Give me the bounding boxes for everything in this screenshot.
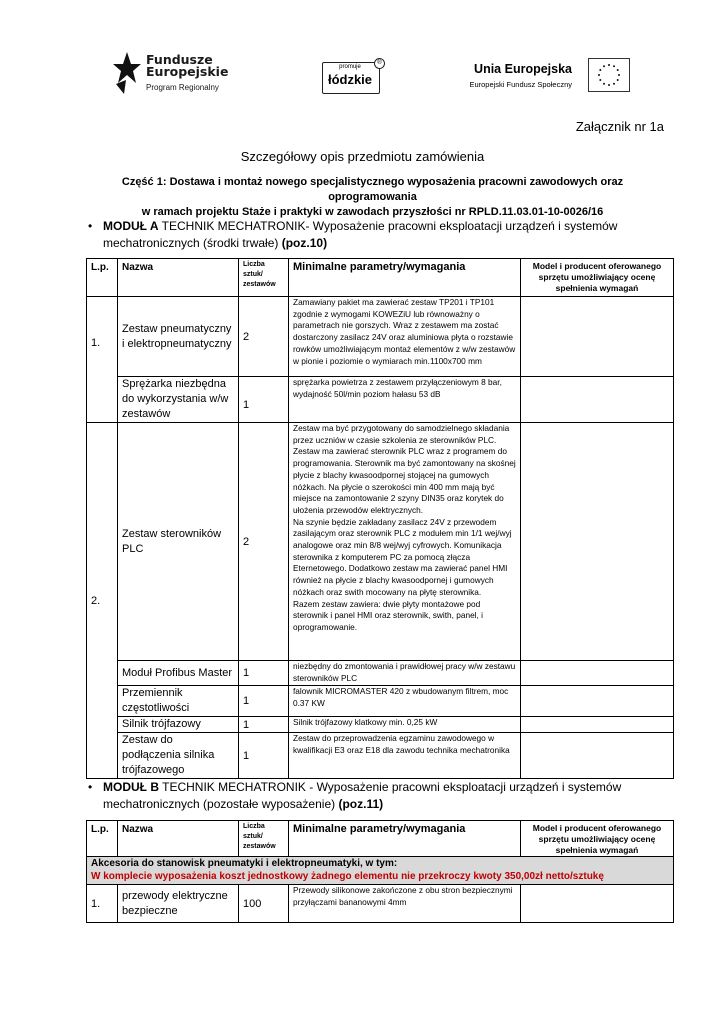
row-params: Zestaw do przeprowadzenia egzaminu zawodowego w kwalifikacji E3 oraz E18 dla zawodu technika mechatronika: [289, 733, 521, 779]
row-model: [521, 686, 674, 717]
annex-label: Załącznik nr 1a: [575, 119, 664, 134]
row-params: niezbędny do zmontowania i prawidłowej pracy w/w zestawu sterowników PLC: [289, 661, 521, 686]
header-params: Minimalne parametry/wymagania: [289, 821, 521, 857]
part-line1: Część 1: Dostawa i montaż nowego specjalistycznego wyposażenia pracowni zawodowych oraz oprogramowania: [121, 176, 624, 203]
row-qty: 1: [239, 733, 289, 779]
row-name: Moduł Profibus Master: [118, 661, 239, 686]
row-params: sprężarka powietrza z zestawem przyłączeniowym 8 bar, wydajność 50l/min poziom hałasu 53 dB: [289, 377, 521, 423]
table-row: [87, 661, 674, 686]
row-model: [521, 661, 674, 686]
header-params: Minimalne parametry/wymagania: [289, 259, 521, 297]
row-qty: 1: [239, 377, 289, 423]
header-count: Liczba sztuk/ zestawów: [239, 259, 289, 297]
module-a-text: TECHNIK MECHATRONIK- Wyposażenie pracowni eksploatacji urządzeń i systemów mechatronicznych (środki trwałe): [103, 219, 618, 250]
fe-line2: Europejskie: [146, 64, 229, 79]
table-module-b: [86, 820, 674, 923]
row-name: Przemiennik częstotliwości: [118, 686, 239, 717]
header-model: Model i producent oferowanego sprzętu umożliwiający ocenę spełnienia wymagań: [521, 821, 674, 857]
table-module-a: [86, 258, 674, 779]
row-model: [521, 377, 674, 423]
eu-flag-icon: [588, 58, 630, 92]
row-qty: 2: [239, 423, 289, 661]
row-name: Zestaw sterowników PLC: [118, 423, 239, 661]
row-qty: 1: [239, 686, 289, 717]
row-qty: 100: [239, 885, 289, 923]
module-b-heading: [88, 779, 688, 813]
row-model: [521, 885, 674, 923]
section-title: Akcesoria do stanowisk pneumatyki i elektropneumatyki, w tym:: [91, 858, 398, 869]
header-count: Liczba sztuk/ zestawów: [239, 821, 289, 857]
table-header-row: [87, 259, 674, 297]
table-row: [87, 717, 674, 733]
section-row: [87, 857, 674, 885]
table-row: [87, 686, 674, 717]
table-row: [87, 885, 674, 923]
table-row: [87, 423, 674, 661]
bullet: •: [88, 219, 93, 233]
row-name: przewody elektryczne bezpieczne: [118, 885, 239, 923]
row-model: [521, 297, 674, 377]
module-b-text: TECHNIK MECHATRONIK - Wyposażenie pracowni eksploatacji urządzeń i systemów mechatronicznych (pozostałe wyposażenie): [103, 780, 622, 811]
row-name: Sprężarka niezbędna do wykorzystania w/w zestawów: [118, 377, 239, 423]
fe-star-icon: [112, 50, 142, 96]
row-name: Silnik trójfazowy: [118, 717, 239, 733]
page-title: Szczegółowy opis przedmiotu zamówienia: [240, 149, 485, 164]
lodz-promuje: promuje: [339, 64, 361, 70]
header-name: Nazwa: [118, 259, 239, 297]
ue-sub: Europejski Fundusz Społeczny: [469, 80, 572, 89]
row-params: falownik MICROMASTER 420 z wbudowanym filtrem, moc 0.37 KW: [289, 686, 521, 717]
promuje-lodzkie-logo: [322, 58, 384, 94]
module-b-label: MODUŁ B: [103, 780, 159, 794]
module-a-heading: [88, 218, 688, 252]
module-a-label: MODUŁ A: [103, 219, 159, 233]
row-params: Silnik trójfazowy klatkowy min. 0,25 kW: [289, 717, 521, 733]
table-row: [87, 733, 674, 779]
header-model: Model i producent oferowanego sprzętu umożliwiający ocenę spełnienia wymagań: [521, 259, 674, 297]
unia-europejska-logo: [470, 58, 630, 94]
module-a-poz: (poz.10): [281, 236, 328, 250]
table-row: [87, 297, 674, 377]
row-qty: 1: [239, 661, 289, 686]
fe-sub: Program Regionalny: [146, 83, 219, 92]
bullet: •: [88, 780, 93, 794]
row-params: Zestaw ma być przygotowany do samodzielnego składania przez uczniów w czasie szkolenia ze sterowników PLC. Zestaw ma zawierać sterownik PLC wraz z programem do programowania. Sterownik ma być zamontowany na skośnej płycie z blachy kwasoodpornej stojącej na gumowych nóżkach. Na płycie o szerokości min 400 mm mają być miejsce na zamontowanie 2 szyny DIN35 oraz korytek do ułożenia przewodów elektrycznych. Na szynie będzie zakładany zasilacz 24V z przewodem zasilającym oraz sterownik PLC z modułem min 1/1 wej/wyj analogowe oraz min 8/8 wej/wyj cyfrowych. Komunikacja sterownika z komputerem PC za pomocą złącza Eternetowego. Dodatkowo zestaw ma zawierać panel HMI również na płycie z blachy kwasoodpornej i gumowych nóżkach oraz swith mocowany na płytę sterownika. Razem zestaw zawiera: dwie płyty montażowe pod sterownik i panel HMI oraz sterownik, swith, panel, i oprogramowanie.: [289, 423, 521, 661]
row-name: Zestaw do podłączenia silnika trójfazowego: [118, 733, 239, 779]
fe-line1: Fundusze: [146, 52, 213, 67]
registered-icon: ®: [374, 58, 385, 69]
table-header-row: [87, 821, 674, 857]
row-params: Przewody silikonowe zakończone z obu stron bezpiecznymi przyłączami bananowymi 4mm: [289, 885, 521, 923]
part-heading: [80, 175, 665, 220]
module-b-poz: (poz.11): [338, 797, 384, 811]
header-name: Nazwa: [118, 821, 239, 857]
row-model: [521, 717, 674, 733]
row-name: Zestaw pneumatyczny i elektropneumatyczny: [118, 297, 239, 377]
row-model: [521, 733, 674, 779]
row-qty: 2: [239, 297, 289, 377]
row-lp: 2.: [87, 423, 118, 779]
header-lp: L.p.: [87, 259, 118, 297]
row-model: [521, 423, 674, 661]
part-line2: w ramach projektu Staże i praktyki w zawodach przyszłości nr RPLD.11.03.01-10-0026/16: [141, 206, 604, 218]
fundusze-europejskie-logo: [112, 50, 242, 100]
row-qty: 1: [239, 717, 289, 733]
header-lp: L.p.: [87, 821, 118, 857]
ue-title: Unia Europejska: [474, 62, 572, 76]
table-row: [87, 377, 674, 423]
section-note: W komplecie wyposażenia koszt jednostkowy żadnego elementu nie przekroczy kwoty 350,00zł netto/sztukę: [91, 871, 604, 882]
row-lp: 1.: [87, 885, 118, 923]
row-params: Zamawiany pakiet ma zawierać zestaw TP201 i TP101 zgodnie z wymogami KOWEZiU lub równoważny o parametrach nie gorszych. Wraz z zestawem ma zostać dostarczony zasilacz 24V oraz aluminiowa płyta o rozstawie rowków umożliwiającym montaż elementów z w/w zestawów w pionie i poziomie o wymiarach min.1100x700 mm: [289, 297, 521, 377]
lodz-name: łódzkie: [327, 72, 373, 87]
row-lp: 1.: [87, 297, 118, 423]
